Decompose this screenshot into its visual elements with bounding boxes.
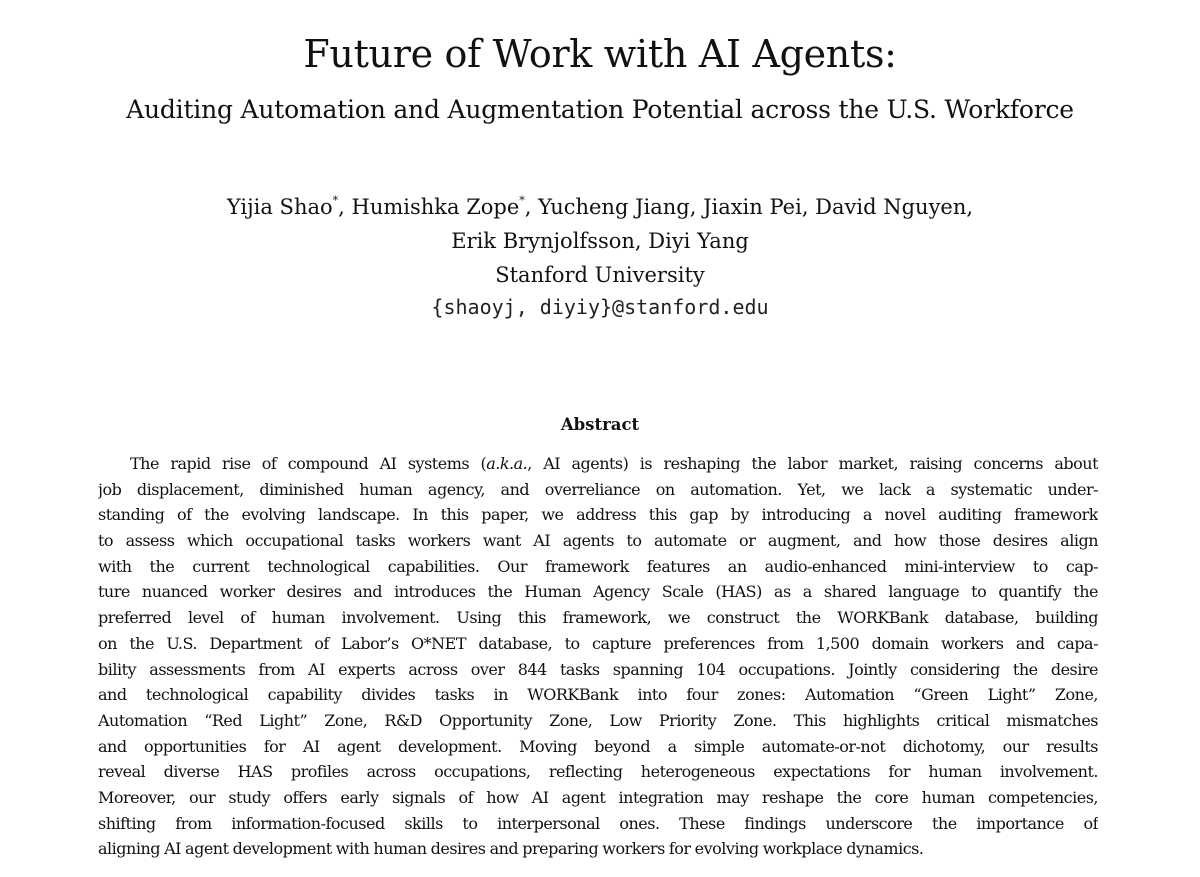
abstract-line: job displacement, diminished human agency, and overreliance on automation. Yet, we lack a systematic under- bbox=[98, 479, 1098, 499]
author-name: Humishka Zope bbox=[351, 195, 520, 219]
abstract-italic: a.k.a. bbox=[486, 454, 528, 473]
affiliation: Stanford University bbox=[495, 263, 705, 287]
author-block bbox=[0, 184, 1200, 292]
abstract-line: standing of the evolving landscape. In this paper, we address this gap by introducing a novel auditing framework bbox=[98, 505, 1098, 525]
abstract-line: Moreover, our study offers early signals of how AI agent integration may reshape the core human competencies, bbox=[98, 787, 1098, 807]
author-separator: , bbox=[689, 195, 704, 219]
contact-email: {shaoyj, diyiy}@stanford.edu bbox=[431, 295, 769, 319]
author-name: Yucheng Jiang bbox=[538, 195, 690, 219]
abstract-line: with the current technological capabilities. Our framework features an audio-enhanced mini-interview to cap- bbox=[98, 556, 1098, 576]
author-name: Jiaxin Pei bbox=[703, 195, 802, 219]
abstract-text: The rapid rise of compound AI systems ( bbox=[130, 454, 487, 473]
abstract-line: aligning AI agent development with human desires and preparing workers for evolving workplace dynamics. bbox=[98, 839, 924, 859]
author-line-1 bbox=[0, 184, 1200, 224]
abstract-text: , AI agents) is reshaping the labor market, raising concerns about bbox=[527, 454, 1098, 473]
author-separator: , bbox=[801, 195, 816, 219]
abstract-line: and technological capability divides tasks in WORKBank into four zones: Automation “Green Light” Zone, bbox=[98, 685, 1098, 705]
abstract-line bbox=[98, 451, 1098, 477]
abstract-line: Automation “Red Light” Zone, R&D Opportunity Zone, Low Priority Zone. This highlights critical mismatches bbox=[98, 710, 1098, 730]
equal-contribution-mark: * bbox=[519, 194, 525, 207]
abstract-line: preferred level of human involvement. Using this framework, we construct the WORKBank database, building bbox=[98, 608, 1098, 628]
abstract-line: on the U.S. Department of Labor’s O*NET database, to capture preferences from 1,500 domain workers and capa- bbox=[98, 633, 1098, 653]
abstract-line: and opportunities for AI agent development. Moving beyond a simple automate-or-not dichotomy, our results bbox=[98, 736, 1098, 756]
abstract-heading: Abstract bbox=[560, 415, 640, 434]
abstract-line: ture nuanced worker desires and introduces the Human Agency Scale (HAS) as a shared language to quantify the bbox=[98, 582, 1098, 602]
equal-contribution-mark: * bbox=[332, 194, 339, 207]
paper-title: Future of Work with AI Agents: bbox=[303, 32, 897, 76]
author-name: David Nguyen bbox=[815, 195, 967, 219]
abstract-body bbox=[98, 451, 1098, 862]
author-name: Yijia Shao bbox=[226, 195, 333, 219]
author-separator: , bbox=[966, 195, 974, 219]
paper-subtitle: Auditing Automation and Augmentation Potential across the U.S. Workforce bbox=[126, 95, 1074, 124]
abstract-line: bility assessments from AI experts across over 844 tasks spanning 104 occupations. Jointly considering the desire bbox=[98, 659, 1098, 679]
author-separator: , bbox=[338, 195, 352, 219]
abstract-line: to assess which occupational tasks workers want AI agents to automate or augment, and how those desires align bbox=[98, 531, 1098, 551]
abstract-line: shifting from information-focused skills to interpersonal ones. These findings underscore the importance of bbox=[98, 813, 1098, 833]
author-separator: , bbox=[524, 195, 539, 219]
author-line-2: Erik Brynjolfsson, Diyi Yang bbox=[451, 229, 749, 253]
abstract-line: reveal diverse HAS profiles across occupations, reflecting heterogeneous expectations for human involvement. bbox=[98, 762, 1098, 782]
